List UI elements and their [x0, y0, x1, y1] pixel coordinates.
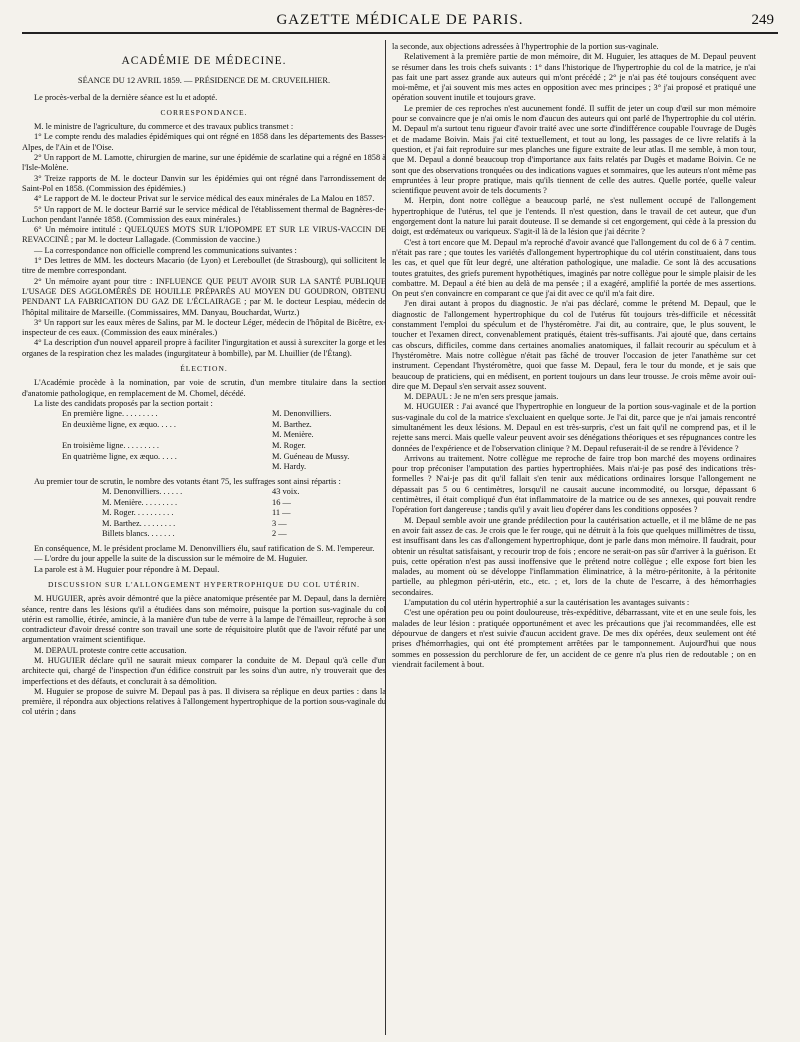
paragraph: La liste des candidats proposés par la section portait : [34, 398, 213, 408]
paragraph: M. Depaul semble avoir une grande prédilection pour la cautérisation actuelle, et il me blâme de ne pas en avoir fait assez de cas. Je crois que le fer rouge, qui ne détruit à la fois que quelques millimètres de tissu, est insuffisant dans les cas d'allongement hypertrophique, dont je parle dans mon mémoire. Il faudrait, pour obtenir un résultat satisfaisant, y recourir trop de fois ; encore ne serait-on pas sûr d'arriver à la guérison. Et puis, cette opération n'est pas aussi inoffensive que le prétend notre collègue ; elle expose fort bien les malades, au moment où se développe l'inflammation éliminatrice, à la métro-péritonite, à la péritonite partielle, au phlegmon péri-utérin, etc., etc. ; et, lors de la chute de l'escarre, à des hémorrhagies secondaires. [392, 515, 756, 597]
paragraph: M. le ministre de l'agriculture, du commerce et des travaux publics transmet : [34, 122, 294, 132]
list-item: 1° Le compte rendu des maladies épidémiques qui ont régné en 1858 dans les départements des Basses-Alpes, de l'Ain et de l'Oise. [22, 132, 386, 152]
candidate-name: M. Barthez. [272, 419, 312, 429]
vote-row [22, 519, 386, 530]
paragraph: — La correspondance non officielle comprend les communications suivantes : [34, 245, 297, 255]
candidate-name: M. Denonvilliers. [272, 409, 332, 419]
paragraph: L'amputation du col utérin hypertrophié a sur la cautérisation les avantages suivants : [404, 598, 690, 608]
vote-name: M. Menière. . . . . . . . . [102, 497, 178, 507]
list-item: 5° Un rapport de M. le docteur Barrié sur le service médical de l'établissement thermal de Bagnères-de-Luchon pendant l'année 1858. (Commission des eaux minérales.) [22, 204, 386, 224]
candidate-name: M. Hardy. [272, 462, 307, 472]
paragraph: L'Académie procède à la nomination, par voie de scrutin, d'un membre titulaire dans la section d'anatomie pathologique, en remplacement de M. Chomel, décédé. [22, 378, 386, 398]
paragraph: M. HUGUIER déclare qu'il ne saurait mieux comparer la conduite de M. Depaul qu'à celle d'un architecte qui, chargé de l'inspection d'un édifice construit par les soins d'un autre, n'y trouverait que des imperfections et des défauts, et conclurait à sa démolition. [22, 656, 386, 686]
paragraph: M. HUGUIER, après avoir démontré que la pièce anatomique présentée par M. Depaul, dans la dernière séance, rentre dans les lésions qu'il a étudiées dans son mémoire, puisque la portion sus-vaginale du col utérin est ramollie, étirée, amincie, à la manière d'un tube de verre à la lampe de l'émailleur, reproche à son contradicteur d'avoir dressé contre son travail une sorte de réquisitoire plutôt que de l'avoir réfuté par une argumentation vraiment scientifique. [22, 594, 386, 645]
candidate-rank: En deuxième ligne, ex æquo. . . . . [62, 419, 176, 429]
candidate-row [22, 441, 386, 452]
paragraph: La parole est à M. Huguier pour répondre à M. Depaul. [34, 564, 220, 574]
section-heading: ACADÉMIE DE MÉDECINE. [121, 55, 287, 67]
candidate-row [22, 462, 386, 473]
list-item: 3° Treize rapports de M. le docteur Danvin sur les épidémies qui ont régné dans l'arrondissement de Saint-Pol en 1858. (Commission des épidémies.) [22, 173, 386, 193]
vote-row [22, 498, 386, 509]
page-number: 249 [751, 12, 774, 28]
journal-title: GAZETTE MÉDICALE DE PARIS. [276, 12, 524, 28]
right-column [392, 42, 756, 670]
vote-count: 3 — [272, 518, 287, 528]
paragraph: En conséquence, M. le président proclame M. Denonvilliers élu, sauf ratification de S. M. l'empereur. [34, 544, 375, 554]
paragraph: Le procès-verbal de la dernière séance est lu et adopté. [34, 92, 218, 102]
vote-count: 16 — [272, 497, 291, 507]
list-item: 6° Un mémoire intitulé : QUELQUES MOTS SUR L'IOPOMPE ET SUR LE VIRUS-VACCIN DE REVACCINÉ ; par M. le docteur Lallagade. (Commission de vaccine.) [22, 225, 386, 245]
paragraph: Le premier de ces reproches n'est aucunement fondé. Il suffit de jeter un coup d'œil sur mon mémoire pour se convaincre que je n'ai omis le nom d'aucun des auteurs qui ont parlé de l'hypertrophie du col utérin. M. Depaul m'a surtout tenu rigueur d'avoir traité avec une sorte d'indifférence coupable l'ouvrage de Dugès et de madame Boivin. Mais j'ai cité textuellement, et tout au long, les passages de ce livre relatifs à la question, et j'ai fait reproduire sur mes planches une figure extraite de leur atlas. Il me semble, à mon tour, que M. Depaul a donné beaucoup trop d'importance aux faits relatés par Dugès et madame Boivin. Ce ne sont que des observations tronquées ou des indications vagues et sommaires, que les auteurs n'ont même pas empruntées à leur propre pratique, mais qu'ils tiennent de celle des autres. Quelle portée, quelle valeur scientifique peuvent avoir de tels documents ? [392, 103, 756, 196]
paragraph: Arrivons au traitement. Notre collègue me reproche de faire trop bon marché des moyens ordinaires pour trop préconiser l'amputation des parties hypertrophiées. Mais n'ai-je pas posé des indications très-formelles ? N'ai-je pas dit qu'il fallait s'en tenir aux médications ordinaires lorsque l'allongement ne dépassait pas 5 ou 6 centimètres, lorsqu'il ne causait aucune incommodité, ou lorsque, dépassant 6 centimètres, il était compliqué d'un état inflammatoire de la matrice ou de ses annexes, qui pouvait rendre l'opération fort dangereuse ; tandis qu'il y avait lieu d'opérer dans les conditions opposées ? [392, 453, 756, 515]
vote-name: Billets blancs. . . . . . . [102, 529, 175, 539]
paragraph: J'en dirai autant à propos du diagnostic. Je n'ai pas déclaré, comme le prétend M. Depaul, que le diagnostic de l'allongement hypertrophique du col de l'utérus fût toujours très-difficile et nécessitât constamment l'emploi du spéculum et de l'hystéromètre. J'ai dit, au contraire, que, le plus souvent, le toucher et l'examen direct, convenablement pratiqués, étaient très-suffisants. J'ai ajouté que, dans certains cas obscurs, difficiles, comme dans certaines anomalies anatomiques, il fallait recourir au spéculum et à l'hystéromètre. Mais notre collègue n'était pas fâché de trouver l'occasion de jeter l'anathème sur cet instrument. Cependant l'hystéromètre, quoi que fasse M. Depaul, fera le tour du monde, et je sais que beaucoup de praticiens, qui en médisent, en portent toujours un dans leur trousse. Je crois même avoir ouï-dire que M. Depaul s'en servait assez souvent. [392, 299, 756, 391]
vote-name: M. Barthez. . . . . . . . . [102, 518, 176, 528]
list-item: 4° Le rapport de M. le docteur Privat sur le service médical des eaux minérales de La Malou en 1857. [34, 194, 375, 204]
candidate-row [22, 420, 386, 431]
paragraph: C'est à tort encore que M. Depaul m'a reproché d'avoir avancé que l'allongement du col de 6 à 7 centim. n'était pas rare ; que toutes les variétés d'allongement hypertrophique du col utérin constituaient, dans tous les cas, et quel que fût leur degré, une altération pathologique, une maladie. Ce sont là des accusations toutes gratuites, des griefs purement hypothétiques, imaginés par notre collègue pour le simple plaisir de les combattre. M. Depaul a été bien au delà de ma pensée ; il a exagéré, amplifié la portée de mes assertions. On peut s'en convaincre en comparant ce que j'ai dit avec ce qu'il m'a fait dire. [392, 237, 756, 299]
page-header [22, 10, 778, 34]
candidate-rank: En quatrième ligne, ex æquo. . . . . [62, 451, 177, 461]
paragraph: M. Huguier se propose de suivre M. Depaul pas à pas. Il divisera sa réplique en deux parties : dans la première, il répondra aux objections relatives à l'allongement hypertrophique de la portion sous-vaginale du col utérin ; dans [22, 686, 386, 717]
subheading-election: ÉLECTION. [180, 364, 228, 374]
vote-count: 2 — [272, 529, 287, 539]
paragraph: M. Herpin, dont notre collègue a beaucoup parlé, ne s'est nullement occupé de l'allongement hypertrophique de l'utérus, tel que je l'entends. Il n'est question, dans le travail de cet auteur, que d'un engorgement dont la nature lui parait douteuse. Il se demande si cet engorgement, qui cède à la pression du doigt, est œdémateux ou variqueux. S'agit-il là de la lésion que j'ai décrite ? [392, 196, 756, 237]
candidate-row [22, 430, 386, 441]
vote-row [22, 487, 386, 498]
list-item: 2° Un mémoire ayant pour titre : INFLUENCE QUE PEUT AVOIR SUR LA SANTÉ PUBLIQUE L'USAGE DES AGGLOMÉRÉS DE HOUILLE PRÉPARÉS AU MOYEN DU GOUDRON, OBTENU PENDANT LA FABRICATION DU GAZ DE L'ÉCLAIRAGE ; par M. le docteur Lespiau, médecin de l'hôpital militaire de Marseille. (Commissaires, MM. Danyau, Bouchardat, Wurtz.) [22, 276, 386, 317]
candidate-row [22, 452, 386, 463]
paragraph: Relativement à la première partie de mon mémoire, dit M. Huguier, les attaques de M. Depaul peuvent se résumer dans les trois chefs suivants : 1° dans l'historique de l'hypertrophie du col de la matrice, je n'ai pas fait une part assez grande aux auteurs qui m'ont précédé ; 2° je n'ai pas été toujours conséquent avec moi-même, et j'ai souvent mis mes actes en opposition avec mes principes ; 3° j'ai proposé et pratiqué une opération souvent inutile et toujours grave. [392, 52, 756, 103]
left-column [22, 42, 386, 718]
candidate-rank: En première ligne. . . . . . . . . [62, 409, 158, 419]
candidate-name: M. Guéneau de Mussy. [272, 451, 350, 461]
candidate-rank: En troisième ligne. . . . . . . . . [62, 440, 159, 450]
paragraph: — L'ordre du jour appelle la suite de la discussion sur le mémoire de M. Huguier. [34, 554, 308, 564]
candidate-row [22, 409, 386, 420]
vote-count: 43 voix. [272, 487, 300, 497]
paragraph: Au premier tour de scrutin, le nombre des votants étant 75, les suffrages sont ainsi répartis : [34, 476, 341, 486]
paragraph: la seconde, aux objections adressées à l'hypertrophie de la portion sus-vaginale. [392, 42, 659, 51]
vote-name: M. Roger. . . . . . . . . . [102, 508, 174, 518]
paragraph: M. DEPAUL proteste contre cette accusation. [34, 645, 187, 655]
subheading-correspondance: CORRESPONDANCE. [160, 107, 248, 117]
vote-row [22, 529, 386, 540]
candidate-name: M. Menière. [272, 430, 314, 440]
list-item: 4° La description d'un nouvel appareil propre à faciliter l'ingurgitation et aussi à surexciter la gorge et les organes de la respiration chez les malades (ingurgitateur à bombille), par M. Lhuillier (de l'Étang). [22, 338, 386, 358]
vote-row [22, 508, 386, 519]
list-item: 1° Des lettres de MM. les docteurs Macario (de Lyon) et Lereboullet (de Strasbourg), qui sollicitent le titre de membre correspondant. [22, 256, 386, 276]
paragraph: M. DEPAUL : Je ne m'en sers presque jamais. [404, 392, 559, 402]
vote-name: M. Denonvilliers. . . . . . [102, 487, 183, 497]
list-item: 2° Un rapport de M. Lamotte, chirurgien de marine, sur une épidémie de scarlatine qui a régné en 1858 à l'Isle-Molène. [22, 153, 386, 173]
vote-count: 11 — [272, 508, 291, 518]
subheading-discussion: DISCUSSION SUR L'ALLONGEMENT HYPERTROPHIQUE DU COL UTÉRIN. [47, 579, 361, 589]
session-line: SÉANCE DU 12 AVRIL 1859. — PRÉSIDENCE DE M. CRUVEILHIER. [77, 76, 331, 86]
list-item: 3° Un rapport sur les eaux mères de Salins, par M. le docteur Léger, médecin de l'hôpital de Bicêtre, ex-inspecteur de ces eaux. (Commission des eaux minérales.) [22, 317, 386, 338]
paragraph: M. HUGUIER : J'ai avancé que l'hypertrophie en longueur de la portion sous-vaginale et de la portion sus-vaginale du col de la matrice s'excluaient en quelque sorte. Je l'ai dit, parce que je n'ai jamais rencontré simultanément les deux lésions. M. Depaul en est très-surpris, c'est un fait qu'il ne comprend pas, et il le rejette sans merci. Mais quelle valeur peuvent avoir ses dénégations théoriques et ses répugnances contre les données de l'expérience et de l'observation clinique ? M. Depaul refuserait-il de se rendre à l'évidence ? [392, 402, 756, 453]
candidate-name: M. Roger. [272, 440, 306, 450]
paragraph: C'est une opération peu ou point douloureuse, très-expéditive, débarrassant, vite et en une seule fois, les malades de leur lésion : pratiquée opportunément et avec les précautions que j'ai recommandées, elle est dépourvue de dangers et n'est suivie d'aucun accident grave. De mes dix opérées, deux seulement ont été prises d'hémorrhagies, qui ont été promptement arrêtées par le tamponnement. Aujourd'hui que nous sommes en possession du perchlorure de fer, un accident de ce genre n'a plus rien de redoutable ; on en viendrait facilement à bout. [392, 608, 756, 669]
